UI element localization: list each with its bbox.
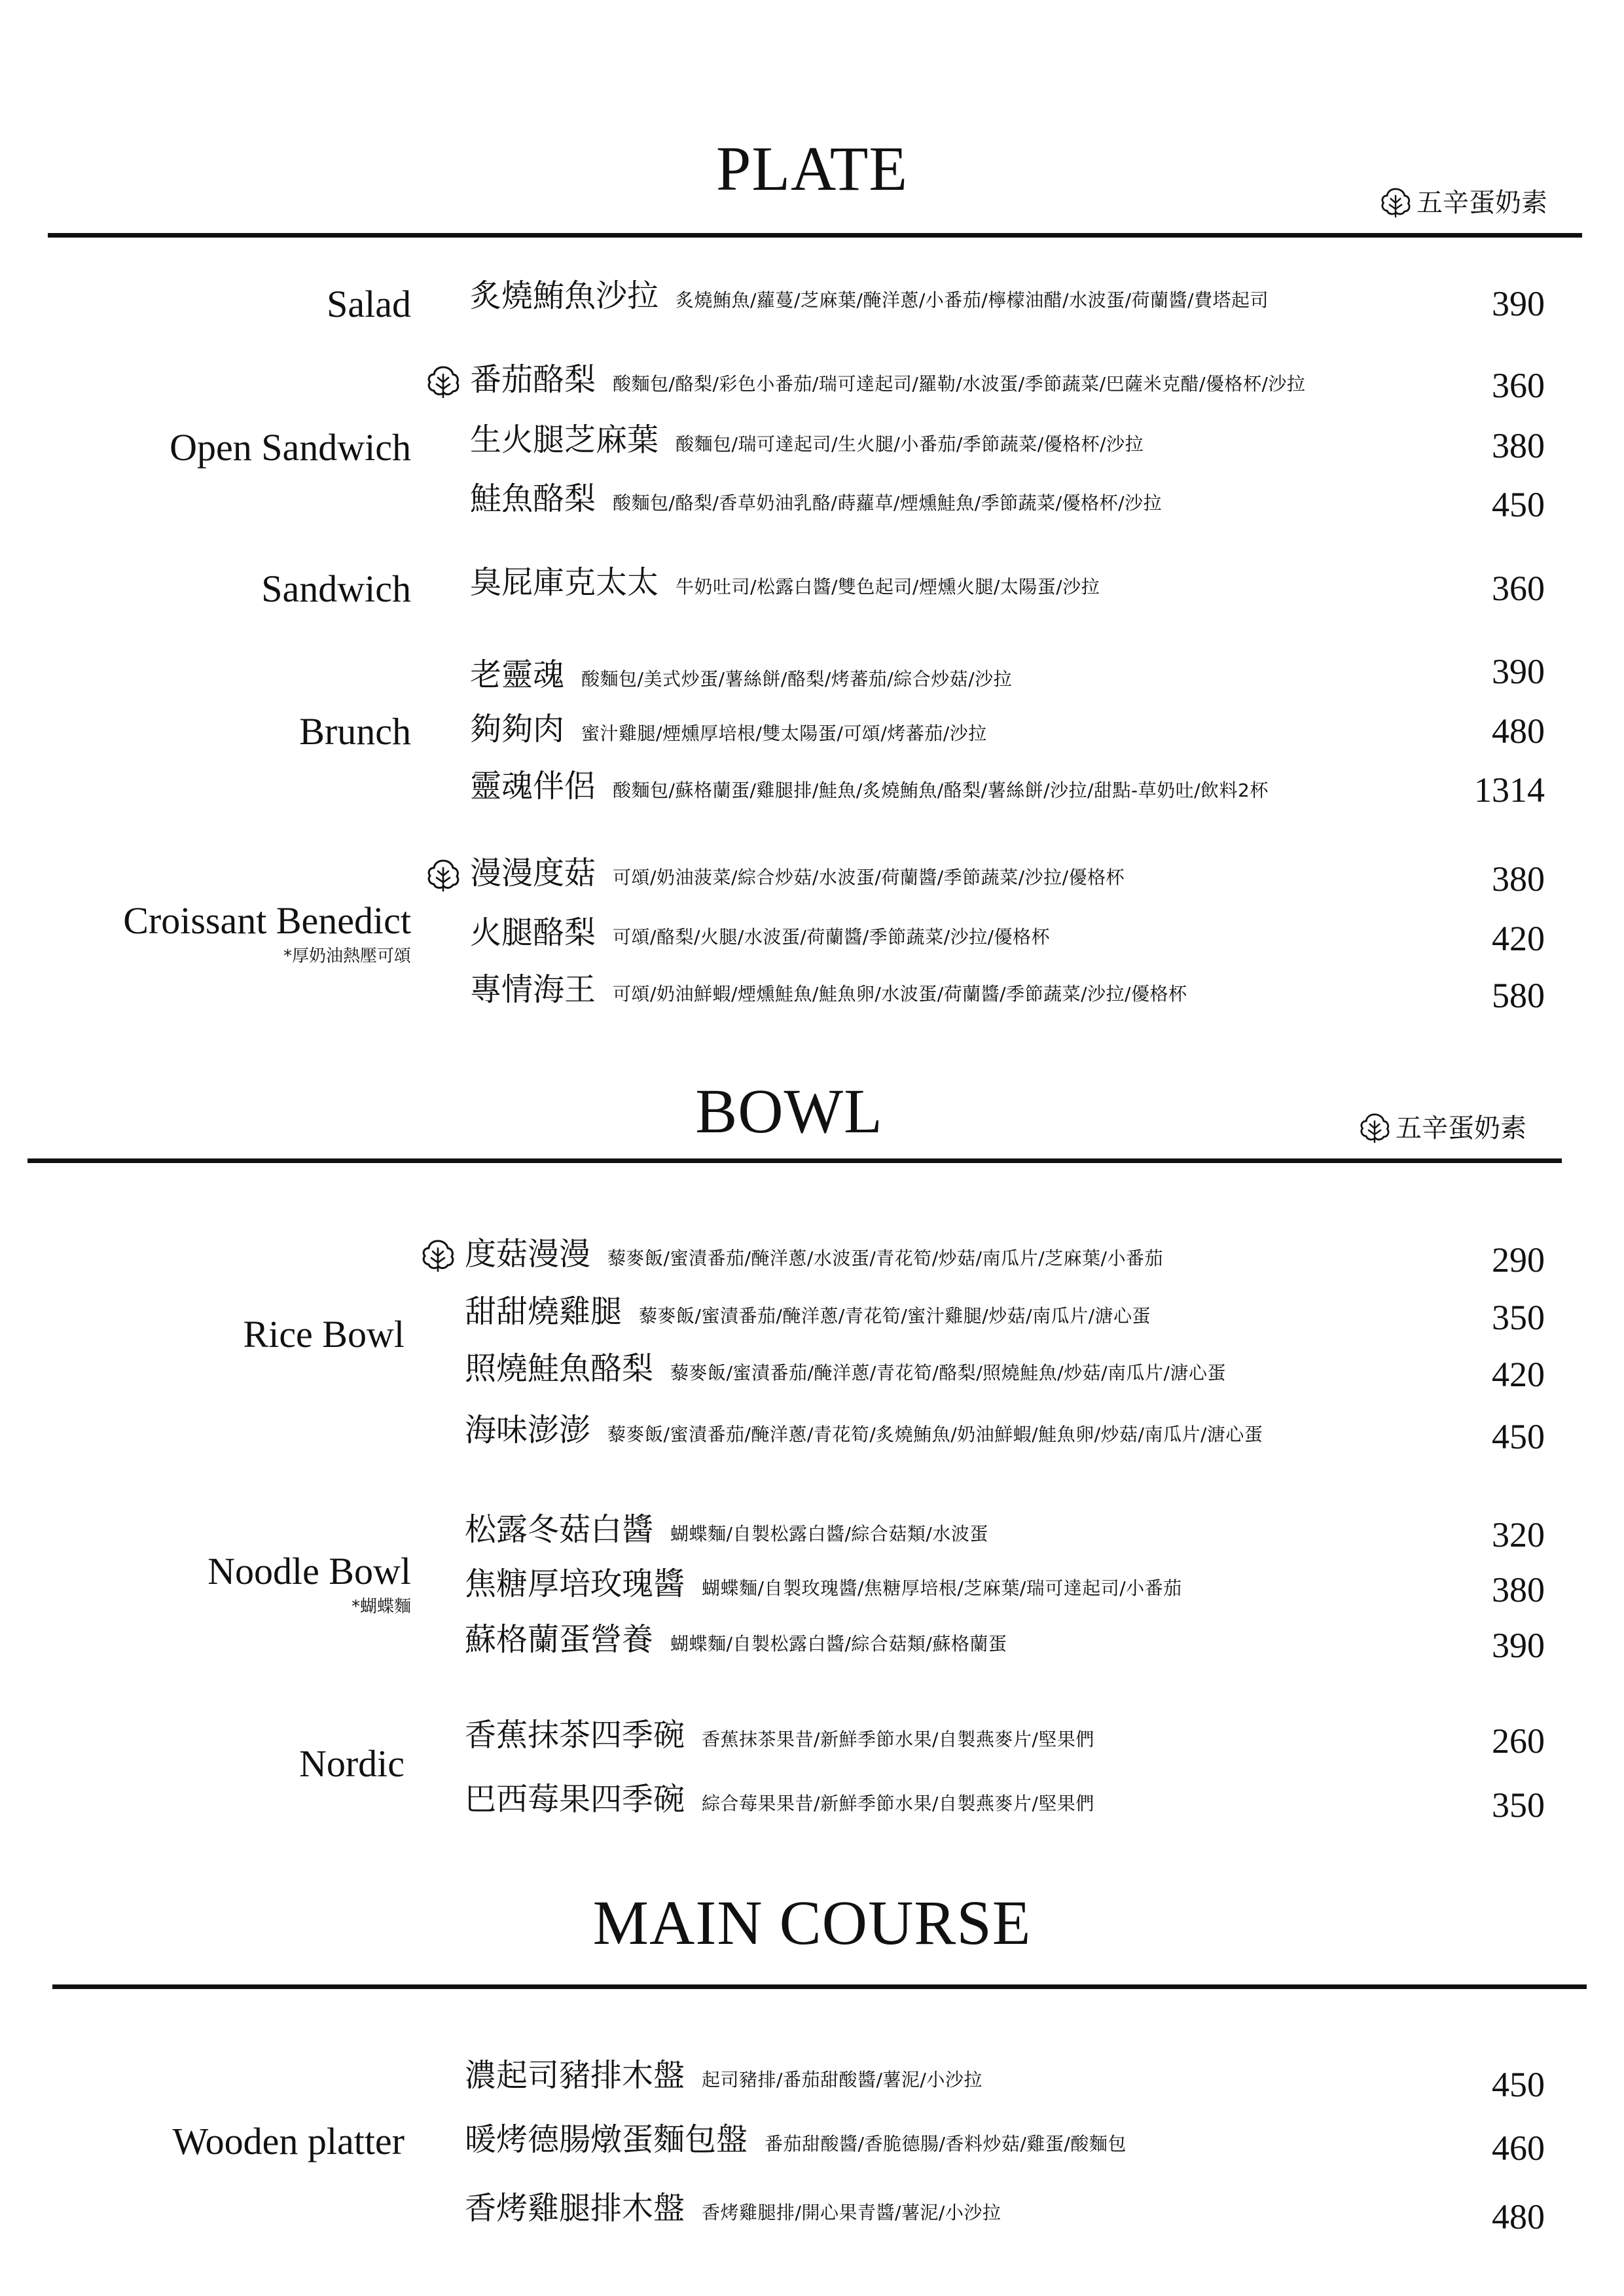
item-price: 350 — [1492, 1785, 1545, 1825]
category-sandwich — [261, 567, 411, 610]
category-rice-bowl — [243, 1313, 405, 1355]
menu-item — [470, 280, 1269, 312]
category-label: Nordic — [298, 1742, 405, 1785]
menu-item — [465, 2121, 1127, 2158]
item-price: 450 — [1492, 2065, 1545, 2104]
category-note: *蝴蝶麵 — [351, 1597, 411, 1617]
item-price: 580 — [1492, 976, 1545, 1015]
item-price: 290 — [1492, 1240, 1545, 1280]
item-name: 甜甜燒雞腿 — [465, 1293, 623, 1330]
item-description: 蝴蝶麵/自製松露白醬/綜合菇類/水波蛋 — [670, 1523, 988, 1545]
menu-item — [465, 1238, 1163, 1270]
item-description: 藜麥飯/蜜漬番茄/醃洋蔥/青花筍/酪梨/照燒鮭魚/炒菇/南瓜片/溏心蛋 — [670, 1362, 1226, 1384]
category-brunch — [299, 710, 411, 753]
menu-item — [470, 713, 987, 745]
item-description: 酸麵包/蘇格蘭蛋/雞腿排/鮭魚/炙燒鮪魚/酪梨/薯絲餅/沙拉/甜點-草奶吐/飲料2杯 — [613, 780, 1269, 801]
menu-item — [470, 656, 1013, 693]
menu-item — [470, 361, 1306, 398]
item-name: 臭屁庫克太太 — [470, 564, 659, 601]
category-label: Noodle Bowl — [208, 1550, 411, 1592]
item-price: 480 — [1492, 711, 1545, 751]
item-name: 炙燒鮪魚沙拉 — [470, 278, 659, 314]
item-name: 蘇格蘭蛋營養 — [465, 1621, 654, 1658]
plate-divider — [48, 233, 1582, 238]
veg-legend-plate — [1380, 187, 1547, 219]
menu-item — [470, 770, 1269, 802]
menu-item — [465, 1621, 1007, 1658]
category-nordic — [298, 1742, 405, 1785]
item-name: 香蕉抹茶四季碗 — [465, 1717, 685, 1753]
leaf-icon — [1380, 187, 1411, 219]
item-description: 酸麵包/酪梨/彩色小番茄/瑞可達起司/羅勒/水波蛋/季節蔬菜/巴薩米克醋/優格杯/沙拉 — [613, 373, 1306, 395]
menu-item — [470, 480, 1163, 517]
category-label: Sandwich — [261, 567, 411, 610]
menu-item — [465, 1511, 988, 1548]
item-name: 夠夠肉 — [470, 711, 565, 747]
item-description: 蝴蝶麵/自製玫瑰醬/焦糖厚培根/芝麻葉/瑞可達起司/小番茄 — [702, 1577, 1182, 1599]
category-label: Wooden platter — [172, 2120, 405, 2162]
item-description: 香蕉抹茶果昔/新鮮季節水果/自製燕麥片/堅果們 — [702, 1729, 1094, 1750]
item-price: 480 — [1492, 2197, 1545, 2236]
item-price: 390 — [1492, 652, 1545, 691]
category-label: Salad — [327, 283, 411, 325]
item-name: 生火腿芝麻葉 — [470, 422, 659, 458]
item-name: 番茄酪梨 — [470, 361, 596, 398]
menu-item — [465, 1719, 1094, 1751]
item-name: 海味澎澎 — [465, 1412, 591, 1448]
item-description: 起司豬排/番茄甜酸醬/薯泥/小沙拉 — [702, 2069, 983, 2090]
item-description: 可頌/奶油菠菜/綜合炒菇/水波蛋/荷蘭醬/季節蔬菜/沙拉/優格杯 — [613, 867, 1125, 888]
leaf-icon — [1359, 1113, 1390, 1144]
menu-item — [470, 914, 1051, 951]
item-description: 藜麥飯/蜜漬番茄/醃洋蔥/青花筍/蜜汁雞腿/炒菇/南瓜片/溏心蛋 — [639, 1305, 1151, 1327]
menu-item — [465, 2190, 1001, 2227]
item-name: 火腿酪梨 — [470, 914, 596, 951]
item-name: 香烤雞腿排木盤 — [465, 2190, 685, 2227]
item-price: 460 — [1492, 2128, 1545, 2168]
item-name: 松露冬菇白醬 — [465, 1511, 654, 1548]
item-name: 濃起司豬排木盤 — [465, 2057, 685, 2094]
main-course-divider — [52, 1984, 1587, 1989]
item-name: 暖烤德腸燉蛋麵包盤 — [465, 2121, 748, 2158]
leaf-icon — [421, 1239, 455, 1273]
menu-item — [465, 1293, 1151, 1330]
category-label: Open Sandwich — [170, 426, 411, 469]
item-description: 綜合莓果果昔/新鮮季節水果/自製燕麥片/堅果們 — [702, 1793, 1094, 1814]
item-description: 牛奶吐司/松露白醬/雙色起司/煙燻火腿/太陽蛋/沙拉 — [676, 576, 1100, 598]
category-note: *厚奶油熱壓可頌 — [283, 946, 411, 966]
item-price: 420 — [1492, 919, 1545, 958]
item-description: 番茄甜酸醬/香脆德腸/香料炒菇/雞蛋/酸麵包 — [765, 2133, 1127, 2155]
item-name: 焦糖厚培玫瑰醬 — [465, 1566, 685, 1602]
item-price: 380 — [1492, 1570, 1545, 1609]
bowl-divider — [27, 1158, 1562, 1163]
category-label: Brunch — [299, 710, 411, 753]
category-label: Croissant Benedict — [123, 899, 411, 942]
veg-legend-bowl — [1359, 1113, 1526, 1144]
category-open-sandwich — [170, 426, 411, 469]
menu-item — [465, 2057, 983, 2094]
menu-item — [465, 1350, 1226, 1387]
item-name: 老靈魂 — [470, 656, 565, 693]
category-croissant-benedict — [123, 899, 411, 966]
item-price: 350 — [1492, 1298, 1545, 1337]
category-salad — [327, 285, 411, 323]
plate-title: PLATE — [716, 134, 908, 204]
item-description: 香烤雞腿排/開心果青醬/薯泥/小沙拉 — [702, 2202, 1001, 2223]
item-description: 酸麵包/美式炒蛋/薯絲餅/酪梨/烤蕃茄/綜合炒菇/沙拉 — [581, 668, 1013, 690]
item-description: 炙燒鮪魚/蘿蔓/芝麻葉/醃洋蔥/小番茄/檸檬油醋/水波蛋/荷蘭醬/費塔起司 — [676, 289, 1269, 311]
veg-legend-label: 五辛蛋奶素 — [1396, 1113, 1526, 1143]
item-price: 320 — [1492, 1515, 1545, 1554]
leaf-icon — [426, 859, 460, 893]
item-description: 酸麵包/瑞可達起司/生火腿/小番茄/季節蔬菜/優格杯/沙拉 — [676, 433, 1144, 455]
item-name: 鮭魚酪梨 — [470, 480, 596, 517]
menu-item — [465, 1414, 1263, 1446]
item-price: 380 — [1492, 426, 1545, 465]
item-description: 可頌/酪梨/火腿/水波蛋/荷蘭醬/季節蔬菜/沙拉/優格杯 — [613, 926, 1051, 948]
menu-item — [465, 1568, 1182, 1600]
item-name: 度菇漫漫 — [465, 1236, 591, 1272]
item-price: 390 — [1492, 1626, 1545, 1665]
category-noodle-bowl — [208, 1552, 411, 1615]
item-name: 照燒鮭魚酪梨 — [465, 1350, 654, 1387]
item-description: 酸麵包/酪梨/香草奶油乳酪/蒔蘿草/煙燻鮭魚/季節蔬菜/優格杯/沙拉 — [613, 492, 1163, 514]
item-price: 420 — [1492, 1355, 1545, 1394]
item-name: 漫漫度菇 — [470, 855, 596, 891]
item-description: 藜麥飯/蜜漬番茄/醃洋蔥/水波蛋/青花筍/炒菇/南瓜片/芝麻葉/小番茄 — [607, 1247, 1163, 1269]
item-price: 450 — [1492, 485, 1545, 524]
menu-item — [470, 971, 1187, 1008]
item-name: 巴西莓果四季碗 — [465, 1781, 685, 1818]
menu-item — [470, 857, 1125, 889]
category-label: Rice Bowl — [243, 1313, 405, 1355]
item-name: 靈魂伴侶 — [470, 768, 596, 804]
category-wooden-platter — [172, 2120, 405, 2162]
item-description: 藜麥飯/蜜漬番茄/醃洋蔥/青花筍/炙燒鮪魚/奶油鮮蝦/鮭魚卵/炒菇/南瓜片/溏心蛋 — [607, 1424, 1263, 1445]
leaf-icon — [426, 365, 460, 399]
item-description: 蜜汁雞腿/煙燻厚培根/雙太陽蛋/可頌/烤蕃茄/沙拉 — [581, 723, 987, 744]
item-description: 蝴蝶麵/自製松露白醬/綜合菇類/蘇格蘭蛋 — [670, 1633, 1007, 1655]
item-price: 390 — [1492, 284, 1545, 323]
item-price: 260 — [1492, 1721, 1545, 1761]
main-course-title: MAIN COURSE — [592, 1888, 1032, 1958]
item-name: 專情海王 — [470, 971, 596, 1008]
item-price: 1314 — [1474, 770, 1545, 810]
menu-item — [465, 1781, 1094, 1818]
menu-item — [470, 424, 1144, 456]
item-price: 360 — [1492, 569, 1545, 608]
item-description: 可頌/奶油鮮蝦/煙燻鮭魚/鮭魚卵/水波蛋/荷蘭醬/季節蔬菜/沙拉/優格杯 — [613, 983, 1187, 1005]
menu-item — [470, 564, 1100, 601]
item-price: 450 — [1492, 1417, 1545, 1456]
item-price: 360 — [1492, 366, 1545, 405]
bowl-title: BOWL — [695, 1076, 883, 1146]
veg-legend-label: 五辛蛋奶素 — [1416, 188, 1547, 218]
item-price: 380 — [1492, 859, 1545, 899]
